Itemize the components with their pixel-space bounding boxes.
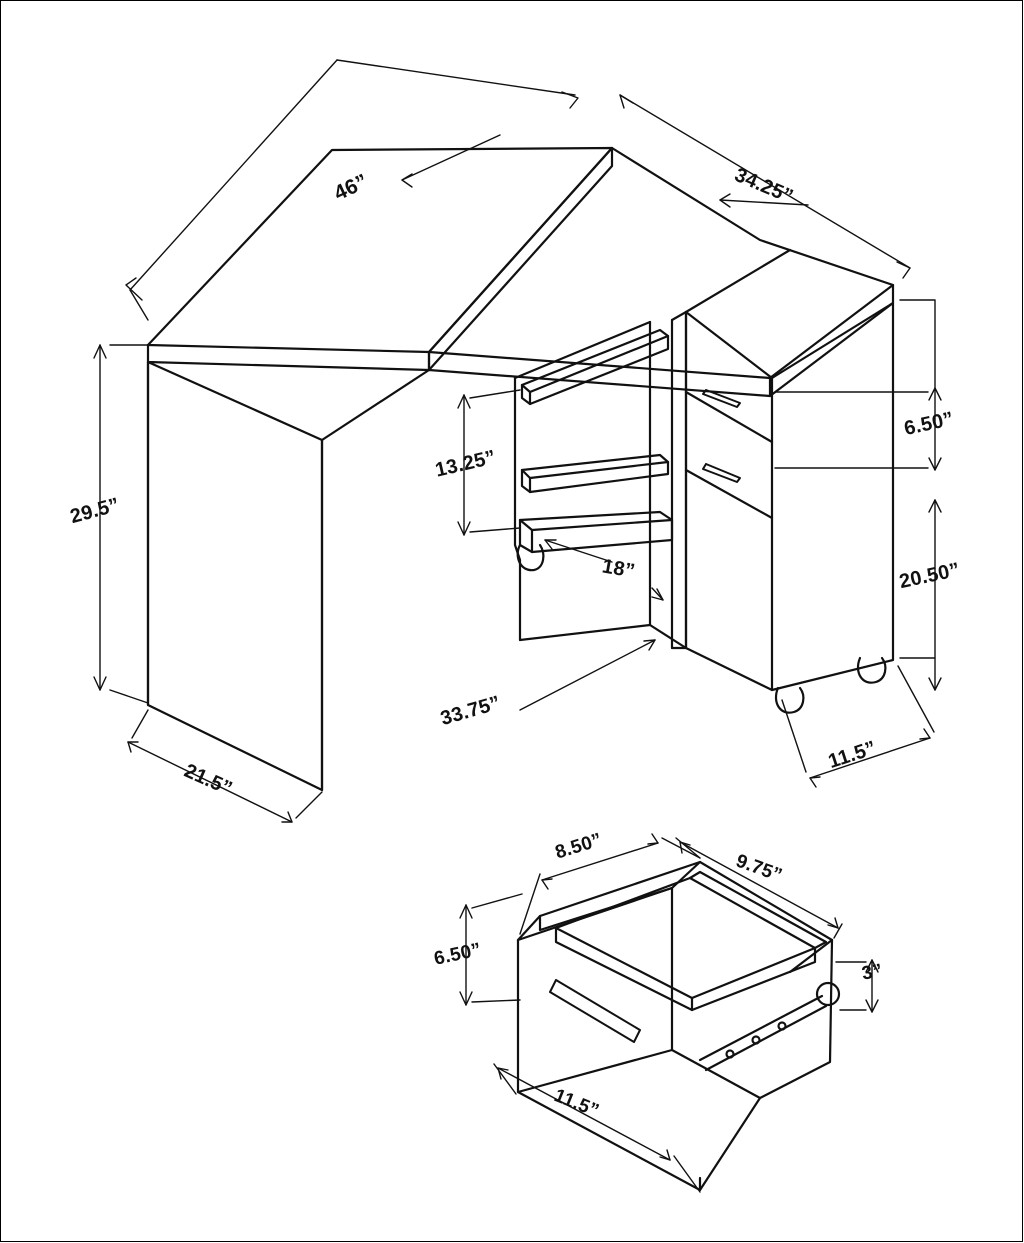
foot-back-right: [858, 658, 885, 683]
slide-rivet-1: [753, 1037, 760, 1044]
slide-rivet-3: [727, 1051, 734, 1058]
drawer-handle-lower: [703, 464, 740, 482]
drawer-detail-handle: [550, 980, 640, 1042]
drawer-cabinet-top-back: [686, 250, 790, 312]
dim-label-cabinet-side-height: 20.50”: [897, 558, 962, 594]
dim-label-drawer-box-height: 6.50”: [432, 939, 484, 970]
dim-label-drawer-depth: 9.75”: [733, 850, 785, 887]
desk-top-right-edge: [429, 148, 612, 370]
drawer-slide-wheel: [817, 983, 839, 1005]
dim-label-desk-top-width: 46”: [330, 169, 372, 206]
drawer-divider-2: [686, 470, 772, 518]
lower-unit-bottom-rail: [650, 625, 686, 648]
dim-label-drawer-width-front: 8.50”: [552, 829, 605, 864]
dim-label-desk-depth: 21.5”: [180, 759, 236, 801]
center-divider-top: [672, 312, 686, 320]
shelf-lower: [522, 455, 668, 478]
desk-return-top: [429, 148, 893, 378]
foot-left: [518, 545, 544, 570]
drawer-slide-rail-2: [706, 1006, 826, 1070]
drawer-interior-side-wall: [692, 948, 815, 1010]
shelf-upper-edge-right: [530, 336, 668, 404]
desk-top-surface: [148, 148, 612, 352]
drawer-cabinet-front: [686, 312, 772, 690]
dim-label-cabinet-depth: 11.5”: [825, 737, 879, 774]
drawer-interior-opening: [556, 878, 815, 998]
slide-rivet-2: [779, 1023, 786, 1030]
drawer-cabinet-side: [772, 303, 893, 690]
dim-label-shelf-opening-height: 13.25”: [433, 446, 498, 482]
dim-label-lower-unit-width: 33.75”: [438, 692, 503, 731]
desk-left-panel-top-edge: [322, 370, 429, 440]
lower-unit-left-wall-bottom: [520, 625, 650, 640]
dimension-lines-desk: [94, 60, 941, 822]
dimension-lines-drawer: [460, 834, 878, 1192]
desk-left-panel: [148, 362, 322, 790]
drawer-slide-rail: [700, 996, 822, 1060]
foot-front-right: [776, 688, 803, 713]
dim-label-shelf-opening-width: 18”: [600, 555, 637, 583]
dim-label-drawer-front-height: 6.50”: [902, 408, 956, 440]
lower-unit-left-wall: [515, 378, 520, 640]
dim-label-drawer-slide-height: 3”: [860, 960, 885, 985]
dim-label-drawer-total-width: 11.5”: [550, 1085, 602, 1122]
dim-label-desk-height: 29.5”: [67, 493, 122, 529]
dim-label-desk-top-return: 34.25”: [731, 163, 797, 209]
